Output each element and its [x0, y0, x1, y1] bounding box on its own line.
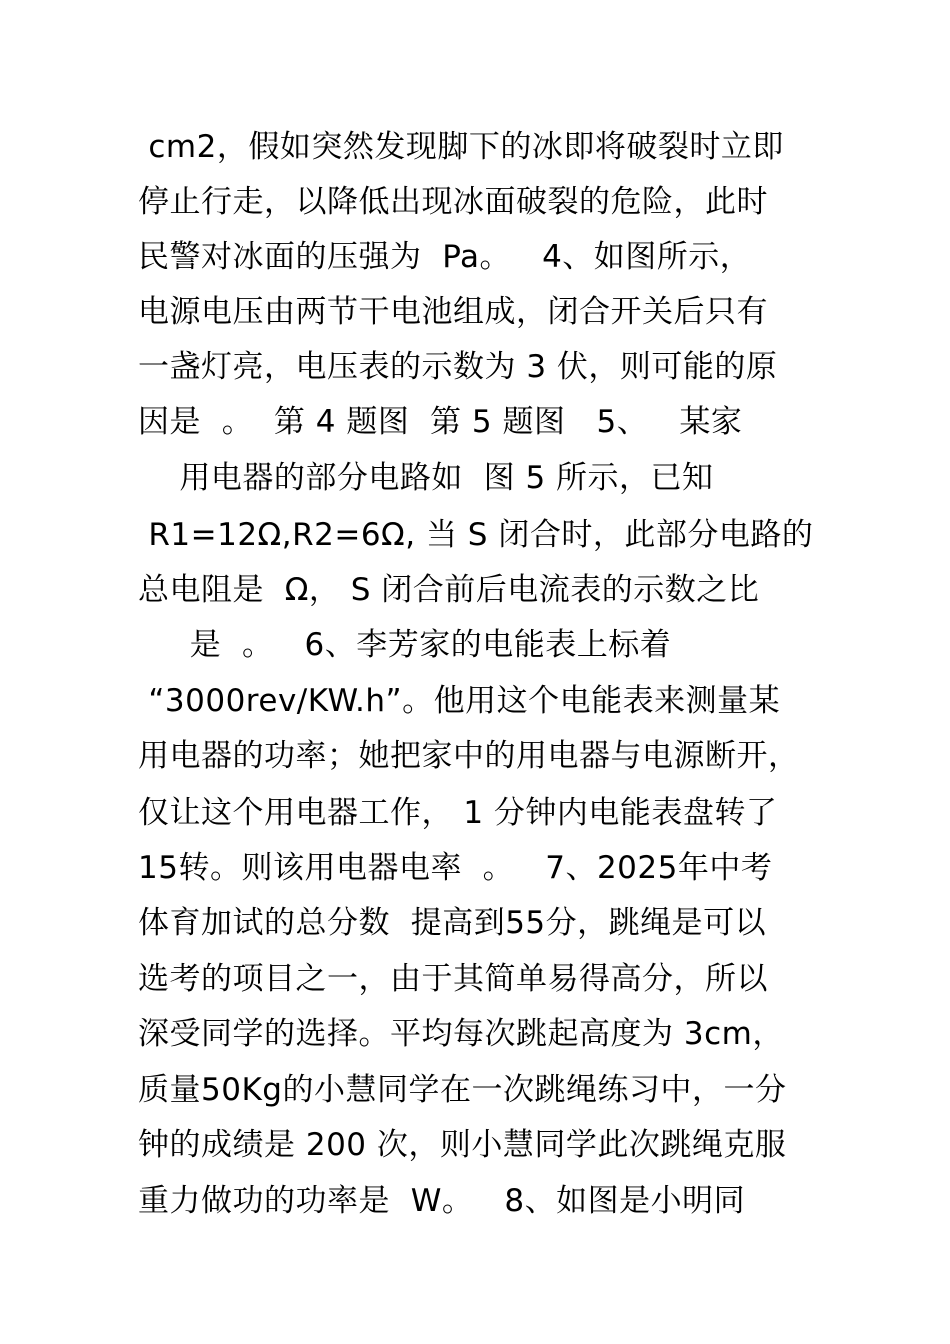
text-line-9: 总电阻是 Ω， S 闭合前后电流表的示数之比: [138, 572, 760, 608]
text-line-5: 一盏灯亮，电压表的示数为 3 伏，则可能的原: [138, 349, 778, 385]
text-line-14: 15转。则该用电器电率 。 7、2025年中考: [138, 850, 773, 886]
text-line-3: 民警对冰面的压强为 Pa。 4、如图所示，: [138, 239, 752, 275]
text-line-12: 用电器的功率；她把家中的用电器与电源断开，: [138, 738, 800, 774]
text-line-8: R1=12Ω,R2=6Ω, 当 S 闭合时，此部分电路的: [138, 517, 814, 553]
text-line-17: 深受同学的选择。平均每次跳起高度为 3cm，: [138, 1016, 784, 1052]
text-line-10: 是 。 6、李芳家的电能表上标着: [138, 627, 672, 663]
text-line-18: 质量50Kg的小慧同学在一次跳绳练习中，一分: [138, 1072, 787, 1108]
text-line-7: 用电器的部分电路如 图 5 所示，已知: [138, 460, 714, 496]
text-line-11: “3000rev/KW.h”。他用这个电能表来测量某: [138, 683, 781, 719]
text-line-13: 仅让这个用电器工作， 1 分钟内电能表盘转了: [138, 795, 778, 831]
text-line-16: 选考的项目之一，由于其简单易得高分，所以: [138, 961, 768, 997]
text-line-20: 重力做功的功率是 W。 8、如图是小明同: [138, 1183, 746, 1219]
text-line-6: 因是 。 第 4 题图 第 5 题图 5、 某家: [138, 404, 743, 440]
text-line-15: 体育加试的总分数 提高到55分，跳绳是可以: [138, 905, 767, 941]
text-line-2: 停止行走，以降低出现冰面破裂的危险，此时: [138, 184, 768, 220]
text-line-4: 电源电压由两节干电池组成，闭合开关后只有: [138, 294, 768, 330]
text-line-19: 钟的成绩是 200 次，则小慧同学此次跳绳克服: [138, 1127, 787, 1163]
text-line-1: cm2，假如突然发现脚下的冰即将破裂时立即: [138, 129, 784, 165]
